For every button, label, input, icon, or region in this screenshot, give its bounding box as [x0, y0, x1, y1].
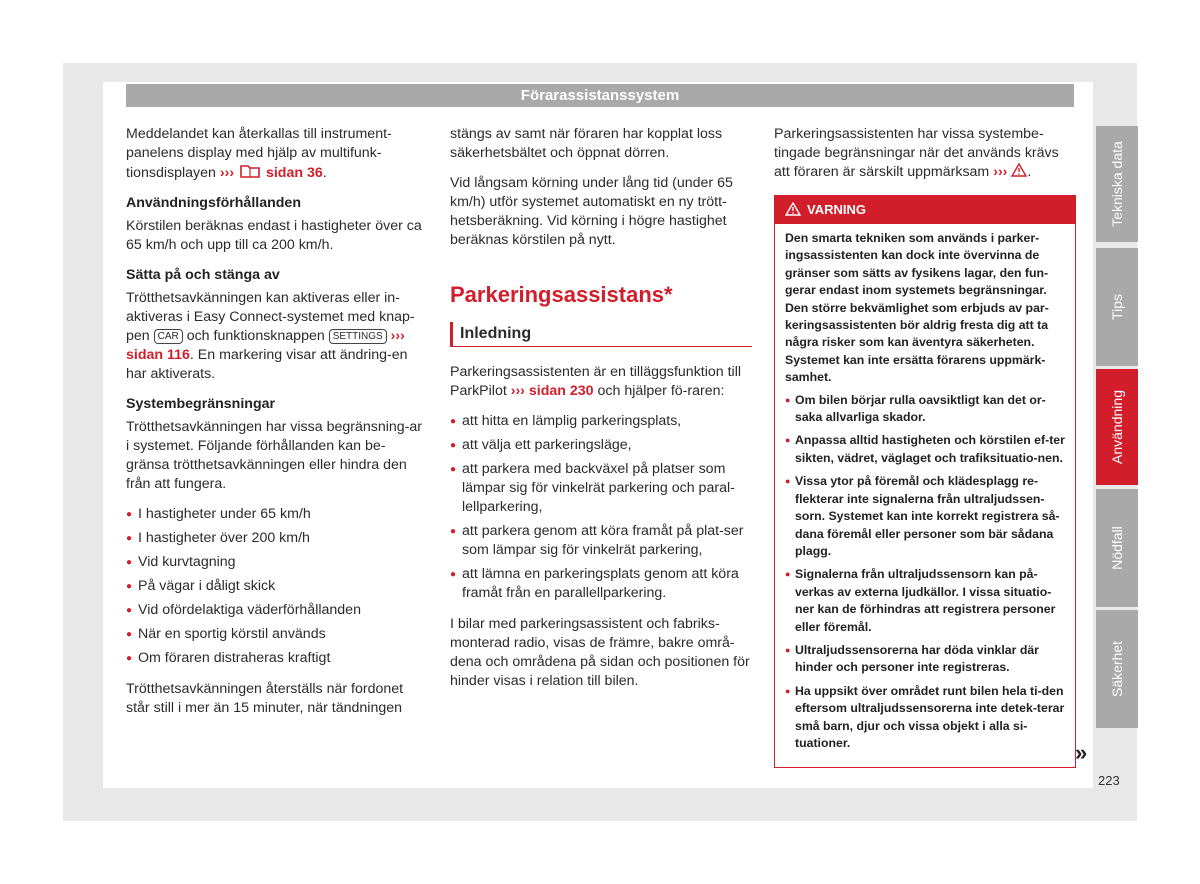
text: Parkeringsassistenten har vissa systembe-tingade begränsningar när det används krävs att föraren är särskilt uppmärksam: [774, 126, 1059, 180]
ref-arrow: ›››: [993, 164, 1008, 180]
list-item: ● I hastigheter över 200 km/h: [126, 529, 428, 548]
continue-arrow-icon: »: [1075, 740, 1088, 765]
paragraph-radio: I bilar med parkeringsassistent och fabriks-monterad radio, visas de främre, bakre områ-dena och områdena på sidan och positionen för hinder visas i relation till bilen.: [450, 616, 750, 689]
paragraph-intro: [450, 363, 752, 401]
subsection-title: Inledning: [450, 322, 752, 347]
list-item: ● att parkera genom att köra framåt på plat-ser som lämpar sig för vinkelrät parkering,: [450, 522, 752, 560]
text: Trötthetsavkänningen kan aktiveras eller in-aktiveras i Easy Connect-systemet med knap-pen: [126, 290, 415, 344]
list-item: ● När en sportig körstil används: [126, 625, 428, 644]
heading-onoff: Sätta på och stänga av: [126, 267, 280, 283]
text: .: [322, 165, 327, 181]
paragraph-onoff: [126, 289, 428, 384]
warning-triangle-icon[interactable]: [1011, 163, 1027, 177]
list-item: ● att parkera med backväxel på platser som lämpar sig för vinkelrät parkering och paral-lellparkering,: [450, 460, 752, 517]
section-title: Parkeringsassistans*: [450, 282, 673, 307]
paragraph-limitations: [774, 125, 1076, 182]
page-link[interactable]: sidan 116: [126, 347, 190, 363]
tab-label: Nödfall: [1109, 526, 1125, 570]
ref-arrow: ›››: [390, 328, 405, 344]
text: och funktionsknappen: [186, 328, 325, 344]
list-item: ● att lämna en parkeringsplats genom att köra framåt från en parallellparkering.: [450, 565, 752, 603]
paragraph-reset: Trötthetsavkänningen återställs när fordonet står still i mer än 15 minuter, när tändningen: [126, 681, 404, 716]
text: Parkeringsassistenten är en tilläggsfunktion till ParkPilot: [450, 364, 741, 399]
paragraph-continued: stängs av samt när föraren har kopplat loss säkerhetsbältet och öppnat dörren.: [450, 126, 723, 161]
warning-item: ● Signalerna från ultraljudssensorn kan på-verkas av externa ljudkällor. I vissa situatio-ner kan de förhindras att registrera personer eller föremål.: [785, 566, 1065, 636]
paragraph-usage: Körstilen beräknas endast i hastigheter över ca 65 km/h och upp till ca 200 km/h.: [126, 218, 422, 253]
list-item: ● På vägar i dåligt skick: [126, 577, 428, 596]
limits-list: [126, 505, 428, 668]
text: .: [1027, 164, 1032, 180]
ref-arrow: ›››: [219, 165, 235, 181]
warning-intro: Den smarta tekniken som används i parker-ingsassistenten kan dock inte övervinna de gränser som sätts av fysikens lagar, den fun-gerar endast inom systemets begränsningar. Den större bekvämlighet som erbjuds av par-keringsassistenten bör aldrig fresta dig att ta några risker som kan äventyra säkerheten. Systemet kan inte ersätta förarens uppmärk-samhet.: [785, 231, 1049, 385]
warning-box: [774, 195, 1076, 768]
list-item: ● Vid kurvtagning: [126, 553, 428, 572]
list-item: ● Vid ofördelaktiga väderförhållanden: [126, 601, 428, 620]
car-key-icon: CAR: [154, 329, 183, 344]
list-item: ● att välja ett parkeringsläge,: [450, 436, 752, 455]
page-number: 223: [1098, 773, 1120, 788]
tab-label: Tekniska data: [1109, 141, 1125, 227]
text: . En markering visar att ändring-en har aktiverats.: [126, 347, 408, 382]
heading-usage: Användningsförhållanden: [126, 195, 301, 211]
column-2: [450, 125, 752, 702]
warning-title: VARNING: [807, 202, 866, 217]
settings-key-icon: SETTINGS: [329, 329, 387, 344]
paragraph-limits: Trötthetsavkänningen har vissa begränsning-ar i systemet. Följande förhållanden kan be-gränsa trötthetsavkänningen eller hindra den från att fungera.: [126, 419, 423, 492]
list-item: ● Om föraren distraheras kraftigt: [126, 649, 428, 668]
list-item: ● I hastigheter under 65 km/h: [126, 505, 428, 524]
warning-item: ● Om bilen börjar rulla oavsiktligt kan det or-saka allvarliga skador.: [785, 392, 1065, 427]
tab-label: Säkerhet: [1109, 640, 1125, 698]
warning-header: [775, 196, 1075, 224]
page-link[interactable]: sidan 36: [265, 165, 323, 181]
column-1: [126, 125, 428, 729]
heading-limits: Systembegränsningar: [126, 396, 276, 412]
assist-list: [450, 412, 752, 603]
warning-triangle-icon: [785, 202, 801, 216]
text: och hjälper fö-raren:: [597, 383, 725, 399]
warning-item: ● Anpassa alltid hastigheten och körstilen ef-ter sikten, vädret, väglaget och trafiksituatio-nen.: [785, 432, 1065, 467]
column-3: [774, 125, 1076, 193]
text: Meddelandet kan återkallas till instrument-panelens display med hjälp av multifunk-tionsdisplayen: [126, 126, 392, 181]
tab-label: Tips: [1109, 294, 1125, 320]
tab-anvandning[interactable]: [1096, 369, 1138, 485]
tab-tips[interactable]: [1096, 248, 1138, 366]
section-header: Förarassistanssystem: [126, 84, 1074, 107]
paragraph-slow-driving: Vid långsam körning under lång tid (under 65 km/h) utför systemet automatiskt en ny trött-hetsberäkning. Vid körning i högre hastighet beräknas körstilen på nytt.: [450, 175, 733, 248]
ref-arrow: ›››: [510, 383, 525, 399]
warning-item: ● Ultraljudssensorerna har döda vinklar där hinder och personer inte registreras.: [785, 642, 1065, 677]
warning-item: ● Vissa ytor på föremål och klädesplagg re-flekterar inte signalerna från ultraljudssen-sorn. Systemet kan inte korrekt registrera så-dana föremål eller personer som bär sådana plagg.: [785, 473, 1065, 560]
tab-label: Användning: [1109, 390, 1125, 464]
tab-sakerhet[interactable]: [1096, 610, 1138, 728]
tab-tekniska-data[interactable]: [1096, 126, 1138, 242]
list-item: ● att hitta en lämplig parkeringsplats,: [450, 412, 752, 431]
tab-nodfall[interactable]: [1096, 489, 1138, 607]
paragraph-recall: [126, 125, 428, 183]
book-reference-icon: [238, 163, 262, 179]
page-link[interactable]: sidan 230: [528, 383, 594, 399]
warning-body: [775, 224, 1075, 752]
warning-item: ● Ha uppsikt över området runt bilen hela ti-den eftersom ultraljudssensorerna inte detek-terar små barn, djur och vissa objekt i alla si-tuationer.: [785, 683, 1065, 753]
